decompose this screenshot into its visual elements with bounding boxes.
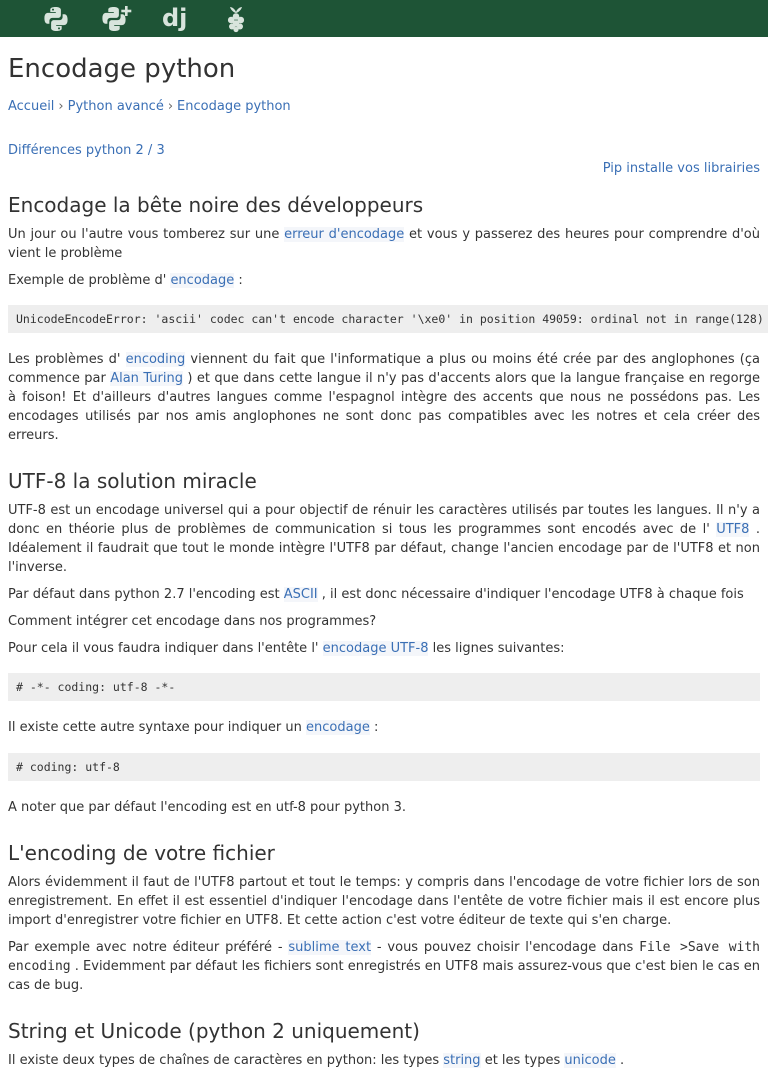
- link-erreur-encodage[interactable]: erreur d'encodage: [284, 227, 405, 242]
- paragraph: Alors évidemment il faut de l'UTF8 partout et tout le temps: y compris dans l'encodage de votre fichier lors de son enregistrement. En effet il est essentiel d'indiquer l'encodage dans l'entête de votre fichier mais il est encore plus import d'enregistrer votre fichier en UTF8. Et cette action c'est votre éditeur de texte qui s'en charge.: [8, 875, 760, 928]
- raspberry-pi-icon[interactable]: [218, 4, 254, 34]
- breadcrumb: [8, 99, 760, 117]
- code-block-coding-short: # coding: utf-8: [8, 753, 760, 781]
- next-page-link[interactable]: Pip installe vos librairies: [602, 161, 760, 176]
- python-plus-icon[interactable]: [98, 4, 134, 34]
- link-string[interactable]: string: [443, 1053, 481, 1068]
- breadcrumb-current[interactable]: Encodage python: [177, 99, 291, 114]
- paragraph: Par exemple avec notre éditeur préféré - sublime text - vous pouvez choisir l'encodage dans File >Save with encoding . Evidemment par défaut les fichiers sont enregistrés en UTF8 mais assurez-vous que c'est bien le cas en cas de bug.: [8, 940, 760, 993]
- link-sublime-text[interactable]: sublime text: [288, 940, 372, 955]
- paragraph: Comment intégrer cet encodage dans nos programmes?: [8, 614, 377, 629]
- paragraph: UTF-8 est un encodage universel qui a pour objectif de rénuir les caractères utilisés par toutes les langues. Il n'y a donc en théorie plus de problèmes de communication si tous les programmes sont encodés avec de l' UTF8 . Idéalement il faudrait que tout le monde intègre l'UTF8 par défaut, change l'ancien encodage par de l'UTF8 et non l'inverse.: [8, 503, 760, 575]
- django-icon[interactable]: [158, 4, 194, 34]
- breadcrumb-home[interactable]: Accueil: [8, 99, 55, 114]
- paragraph: Il existe deux types de chaînes de caractères en python: les types string et les types unicode .: [8, 1053, 625, 1068]
- main-content: [0, 53, 768, 1070]
- breadcrumb-separator: ›: [58, 99, 64, 114]
- prev-page-link[interactable]: Différences python 2 / 3: [8, 143, 165, 158]
- paragraph: Il existe cette autre syntaxe pour indiquer un encodage :: [8, 720, 379, 735]
- link-unicode[interactable]: unicode: [564, 1053, 616, 1068]
- django-icon-text: dj: [162, 3, 188, 32]
- link-encodage[interactable]: encodage: [170, 273, 235, 288]
- paragraph: A noter que par défaut l'encoding est en utf-8 pour python 3.: [8, 800, 406, 815]
- paragraph: Un jour ou l'autre vous tomberez sur une erreur d'encodage et vous y passerez des heures pour comprendre d'où vient le problème: [8, 227, 760, 261]
- inline-code-menu-path: File >Save with encoding: [8, 940, 760, 974]
- link-alan-turing[interactable]: Alan Turing: [110, 371, 183, 386]
- breadcrumb-separator: ›: [167, 99, 174, 114]
- top-nav-bar: [0, 0, 768, 37]
- section-title-encodage: Encodage la bête noire des développeurs: [8, 193, 424, 217]
- link-encodage-utf8[interactable]: encodage UTF-8: [322, 641, 429, 656]
- paragraph: Pour cela il vous faudra indiquer dans l'entête l' encodage UTF-8 les lignes suivantes:: [8, 641, 565, 656]
- paragraph: Exemple de problème d' encodage :: [8, 273, 243, 288]
- prev-next-navigation: [8, 143, 760, 183]
- paragraph: Par défaut dans python 2.7 l'encoding est ASCII , il est donc nécessaire d'indiquer l'encodage UTF8 à chaque fois: [8, 587, 744, 602]
- section-title-encoding-fichier: L'encoding de votre fichier: [8, 841, 275, 865]
- link-encodage-syntax[interactable]: encodage: [306, 720, 370, 735]
- link-encoding[interactable]: encoding: [125, 352, 186, 367]
- paragraph: Les problèmes d' encoding viennent du fait que l'informatique a plus ou moins été crée par des anglophones (ça commence par Alan Turing ) et que dans cette langue il n'y pas d'accents alors que la langue française en regorge à foison! Et d'ailleurs d'autres langues comme l'espagnol intègre des accents que nous ne possédons pas. Les encodages utilisés par nos amis anglophones ne sont donc pas compatibles avec les notres et cela créer des erreurs.: [8, 352, 760, 443]
- link-utf8[interactable]: UTF8: [716, 522, 750, 537]
- code-block-error: UnicodeEncodeError: 'ascii' codec can't encode character '\xe0' in position 49059: ordinal not in range(128): [8, 305, 768, 333]
- page-title: Encodage python: [8, 54, 236, 84]
- python-icon[interactable]: [38, 4, 74, 34]
- breadcrumb-python-avance[interactable]: Python avancé: [67, 99, 164, 114]
- section-title-utf8: UTF-8 la solution miracle: [8, 469, 257, 493]
- section-title-string-unicode: String et Unicode (python 2 uniquement): [8, 1019, 420, 1043]
- code-block-coding: # -*- coding: utf-8 -*-: [8, 673, 760, 701]
- link-ascii[interactable]: ASCII: [283, 587, 318, 602]
